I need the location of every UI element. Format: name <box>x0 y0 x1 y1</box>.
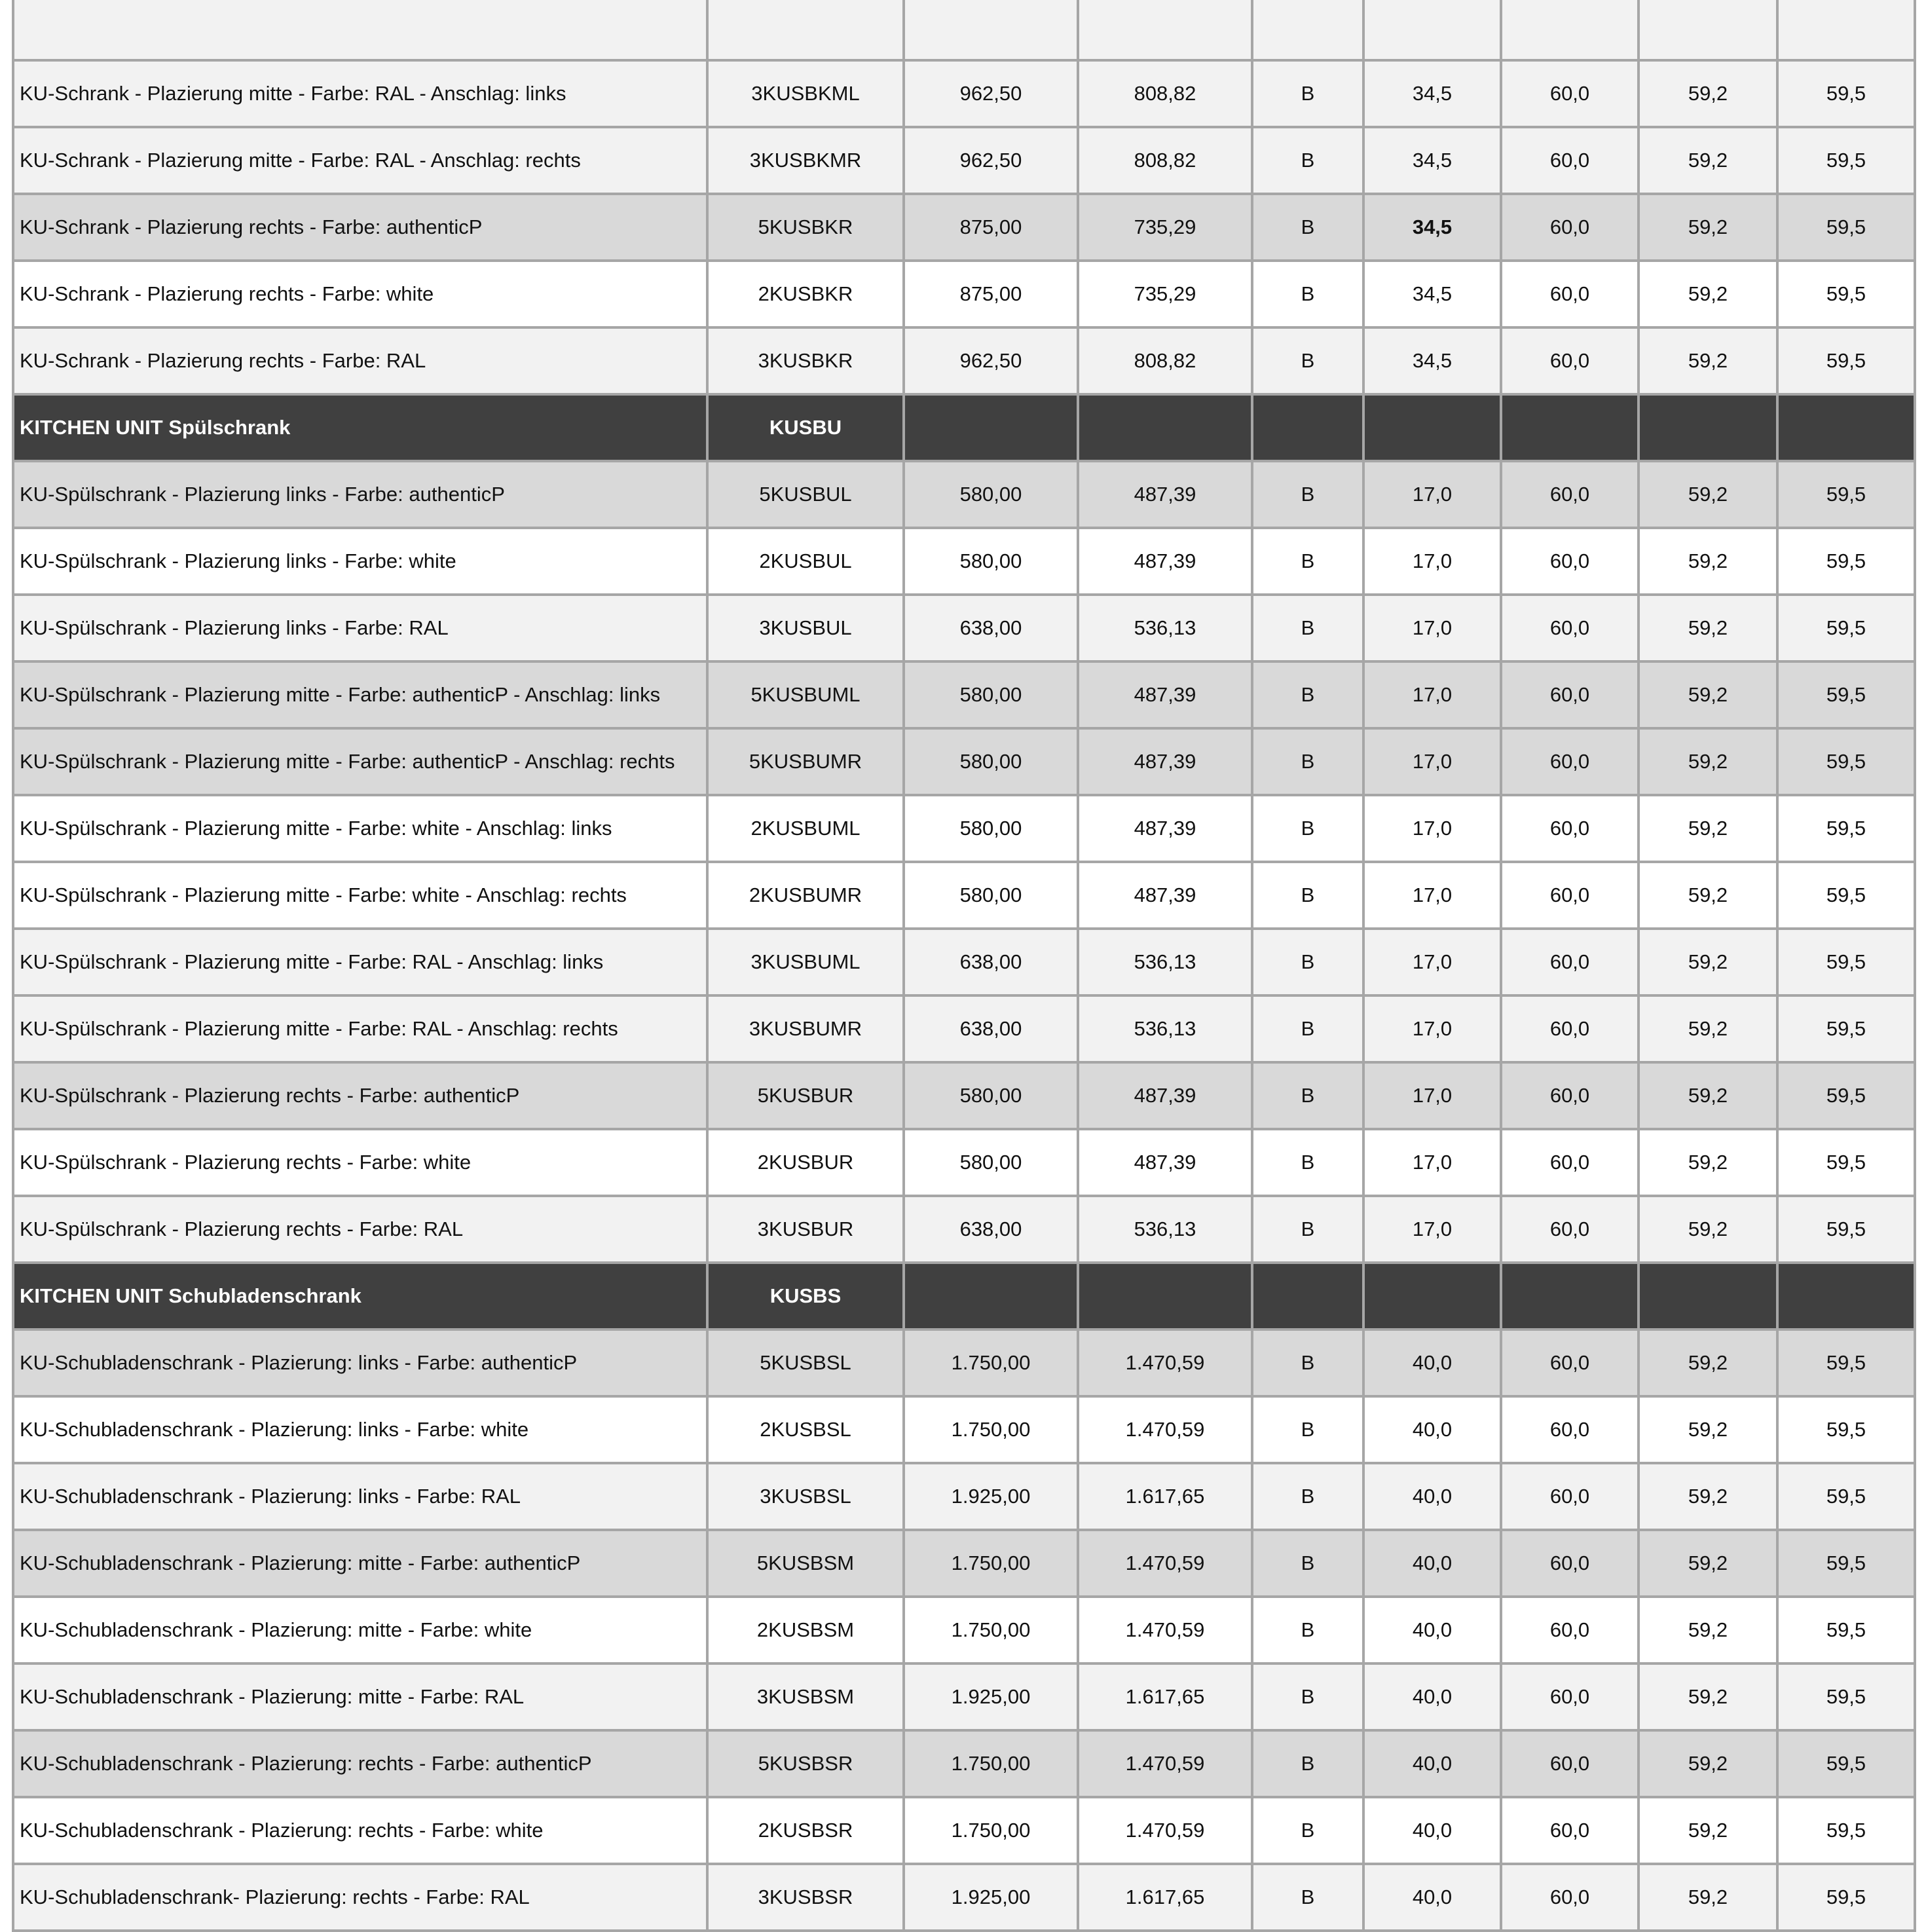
height-cell: 59,5 <box>1777 661 1915 728</box>
price-net-cell: 1.617,65 <box>1078 1864 1252 1931</box>
price-gross-cell: 638,00 <box>904 1196 1078 1263</box>
height-cell: 59,5 <box>1777 1062 1915 1129</box>
weight-cell: 34,5 <box>1363 127 1501 194</box>
weight-cell: 40,0 <box>1363 1864 1501 1931</box>
price-net-cell: 487,39 <box>1078 862 1252 929</box>
price-net-cell: 1.470,59 <box>1078 1730 1252 1797</box>
section-header-row <box>13 394 1915 461</box>
category-cell: B <box>1252 595 1363 661</box>
category-cell: B <box>1252 528 1363 595</box>
weight-cell: 40,0 <box>1363 1730 1501 1797</box>
width-cell: 60,0 <box>1501 461 1639 528</box>
price-net-cell <box>1078 1263 1252 1329</box>
weight-cell: 17,0 <box>1363 1129 1501 1196</box>
depth-cell: 59,2 <box>1639 461 1777 528</box>
description-cell: KU-Spülschrank - Plazierung links - Farbe: white <box>13 528 707 595</box>
category-cell: B <box>1252 60 1363 127</box>
price-net-cell: 1.470,59 <box>1078 1597 1252 1663</box>
price-gross-cell: 1.750,00 <box>904 1329 1078 1396</box>
article-number-cell: 5KUSBSM <box>707 1530 904 1597</box>
price-net-cell: 1.470,59 <box>1078 1396 1252 1463</box>
category-cell <box>1252 0 1363 60</box>
description-cell: KU-Schubladenschrank - Plazierung: mitte - Farbe: authenticP <box>13 1530 707 1597</box>
price-gross-cell: 962,50 <box>904 60 1078 127</box>
width-cell: 60,0 <box>1501 1597 1639 1663</box>
price-gross-cell: 580,00 <box>904 661 1078 728</box>
weight-cell: 17,0 <box>1363 528 1501 595</box>
price-table <box>12 0 1916 1932</box>
article-number-cell: 5KUSBUL <box>707 461 904 528</box>
width-cell: 60,0 <box>1501 1797 1639 1864</box>
weight-cell: 40,0 <box>1363 1797 1501 1864</box>
description-cell: KITCHEN UNIT Schubladenschrank <box>13 1263 707 1329</box>
depth-cell: 59,2 <box>1639 1129 1777 1196</box>
weight-cell <box>1363 0 1501 60</box>
depth-cell: 59,2 <box>1639 661 1777 728</box>
height-cell: 59,5 <box>1777 1864 1915 1931</box>
height-cell <box>1777 1263 1915 1329</box>
price-gross-cell: 638,00 <box>904 595 1078 661</box>
category-cell: B <box>1252 1730 1363 1797</box>
height-cell: 59,5 <box>1777 995 1915 1062</box>
category-cell: B <box>1252 1864 1363 1931</box>
category-cell: B <box>1252 1129 1363 1196</box>
table-row <box>13 1864 1915 1931</box>
weight-cell: 17,0 <box>1363 862 1501 929</box>
height-cell: 59,5 <box>1777 1797 1915 1864</box>
price-net-cell: 487,39 <box>1078 661 1252 728</box>
table-row <box>13 795 1915 862</box>
price-gross-cell: 875,00 <box>904 261 1078 327</box>
weight-cell: 40,0 <box>1363 1663 1501 1730</box>
width-cell: 60,0 <box>1501 327 1639 394</box>
article-number-cell: 2KUSBKR <box>707 261 904 327</box>
height-cell: 59,5 <box>1777 728 1915 795</box>
article-number-cell: 2KUSBSM <box>707 1597 904 1663</box>
description-cell: KU-Schubladenschrank - Plazierung: mitte - Farbe: RAL <box>13 1663 707 1730</box>
description-cell: KU-Schubladenschrank- Plazierung: rechts - Farbe: RAL <box>13 1864 707 1931</box>
price-net-cell: 1.617,65 <box>1078 1663 1252 1730</box>
description-cell: KU-Schrank - Plazierung rechts - Farbe: white <box>13 261 707 327</box>
depth-cell: 59,2 <box>1639 127 1777 194</box>
table-row <box>13 1530 1915 1597</box>
price-net-cell: 1.470,59 <box>1078 1329 1252 1396</box>
width-cell <box>1501 0 1639 60</box>
table-row <box>13 728 1915 795</box>
table-row <box>13 0 1915 60</box>
depth-cell: 59,2 <box>1639 1597 1777 1663</box>
depth-cell: 59,2 <box>1639 1864 1777 1931</box>
category-cell: B <box>1252 795 1363 862</box>
description-cell: KU-Schrank - Plazierung rechts - Farbe: RAL <box>13 327 707 394</box>
category-cell: B <box>1252 1463 1363 1530</box>
price-list-sheet <box>12 0 1914 1932</box>
price-gross-cell: 580,00 <box>904 1129 1078 1196</box>
article-number-cell: 3KUSBKR <box>707 327 904 394</box>
description-cell: KU-Schubladenschrank - Plazierung: links - Farbe: authenticP <box>13 1329 707 1396</box>
category-cell: B <box>1252 127 1363 194</box>
width-cell: 60,0 <box>1501 595 1639 661</box>
category-cell: B <box>1252 862 1363 929</box>
weight-cell: 17,0 <box>1363 929 1501 995</box>
weight-cell: 40,0 <box>1363 1396 1501 1463</box>
price-gross-cell: 1.750,00 <box>904 1530 1078 1597</box>
description-cell: KU-Schubladenschrank - Plazierung: mitte - Farbe: white <box>13 1597 707 1663</box>
depth-cell: 59,2 <box>1639 327 1777 394</box>
depth-cell: 59,2 <box>1639 995 1777 1062</box>
width-cell: 60,0 <box>1501 1062 1639 1129</box>
price-net-cell: 808,82 <box>1078 60 1252 127</box>
article-number-cell: 5KUSBKR <box>707 194 904 261</box>
table-row <box>13 862 1915 929</box>
height-cell: 59,5 <box>1777 127 1915 194</box>
depth-cell: 59,2 <box>1639 1396 1777 1463</box>
price-gross-cell <box>904 1263 1078 1329</box>
depth-cell: 59,2 <box>1639 795 1777 862</box>
price-net-cell: 808,82 <box>1078 127 1252 194</box>
description-cell: KU-Spülschrank - Plazierung rechts - Farbe: authenticP <box>13 1062 707 1129</box>
table-row <box>13 1730 1915 1797</box>
table-row <box>13 528 1915 595</box>
category-cell: B <box>1252 1329 1363 1396</box>
price-net-cell: 536,13 <box>1078 929 1252 995</box>
article-number-cell: 3KUSBKML <box>707 60 904 127</box>
weight-cell: 17,0 <box>1363 1062 1501 1129</box>
height-cell: 59,5 <box>1777 327 1915 394</box>
article-number-cell: 3KUSBSL <box>707 1463 904 1530</box>
article-number-cell: 5KUSBSR <box>707 1730 904 1797</box>
width-cell: 60,0 <box>1501 261 1639 327</box>
price-net-cell: 1.470,59 <box>1078 1797 1252 1864</box>
article-number-cell: 2KUSBUL <box>707 528 904 595</box>
depth-cell: 59,2 <box>1639 728 1777 795</box>
weight-cell: 34,5 <box>1363 194 1501 261</box>
price-gross-cell: 875,00 <box>904 194 1078 261</box>
category-cell: B <box>1252 1530 1363 1597</box>
table-body <box>13 0 1915 1931</box>
width-cell: 60,0 <box>1501 1463 1639 1530</box>
height-cell: 59,5 <box>1777 795 1915 862</box>
height-cell: 59,5 <box>1777 60 1915 127</box>
price-net-cell: 487,39 <box>1078 1129 1252 1196</box>
depth-cell: 59,2 <box>1639 1329 1777 1396</box>
price-net-cell: 487,39 <box>1078 728 1252 795</box>
article-number-cell: 3KUSBSM <box>707 1663 904 1730</box>
price-net-cell: 808,82 <box>1078 327 1252 394</box>
article-number-cell: 5KUSBUR <box>707 1062 904 1129</box>
weight-cell: 17,0 <box>1363 461 1501 528</box>
article-number-cell: 2KUSBUMR <box>707 862 904 929</box>
article-number-cell: 2KUSBSR <box>707 1797 904 1864</box>
table-row <box>13 995 1915 1062</box>
description-cell: KU-Spülschrank - Plazierung mitte - Farbe: white - Anschlag: rechts <box>13 862 707 929</box>
width-cell <box>1501 1263 1639 1329</box>
depth-cell: 59,2 <box>1639 1530 1777 1597</box>
height-cell: 59,5 <box>1777 528 1915 595</box>
category-cell: B <box>1252 261 1363 327</box>
section-header-row <box>13 1263 1915 1329</box>
depth-cell: 59,2 <box>1639 1663 1777 1730</box>
weight-cell: 17,0 <box>1363 1196 1501 1263</box>
weight-cell <box>1363 394 1501 461</box>
price-net-cell <box>1078 394 1252 461</box>
width-cell: 60,0 <box>1501 661 1639 728</box>
depth-cell: 59,2 <box>1639 1062 1777 1129</box>
article-number-cell: 5KUSBSL <box>707 1329 904 1396</box>
category-cell: B <box>1252 194 1363 261</box>
table-row <box>13 261 1915 327</box>
price-gross-cell: 1.925,00 <box>904 1463 1078 1530</box>
height-cell: 59,5 <box>1777 194 1915 261</box>
width-cell: 60,0 <box>1501 1329 1639 1396</box>
article-number-cell: 2KUSBUR <box>707 1129 904 1196</box>
price-net-cell: 1.470,59 <box>1078 1530 1252 1597</box>
table-row <box>13 60 1915 127</box>
price-net-cell: 487,39 <box>1078 1062 1252 1129</box>
article-number-cell: KUSBS <box>707 1263 904 1329</box>
height-cell: 59,5 <box>1777 1396 1915 1463</box>
width-cell: 60,0 <box>1501 862 1639 929</box>
price-gross-cell: 1.750,00 <box>904 1396 1078 1463</box>
height-cell: 59,5 <box>1777 1597 1915 1663</box>
height-cell: 59,5 <box>1777 595 1915 661</box>
width-cell: 60,0 <box>1501 1663 1639 1730</box>
description-cell <box>13 0 707 60</box>
table-row <box>13 1329 1915 1396</box>
description-cell: KU-Schubladenschrank - Plazierung: rechts - Farbe: white <box>13 1797 707 1864</box>
depth-cell: 59,2 <box>1639 1797 1777 1864</box>
category-cell: B <box>1252 929 1363 995</box>
price-net-cell: 487,39 <box>1078 461 1252 528</box>
price-gross-cell: 580,00 <box>904 461 1078 528</box>
depth-cell <box>1639 0 1777 60</box>
price-net-cell: 487,39 <box>1078 528 1252 595</box>
width-cell: 60,0 <box>1501 929 1639 995</box>
description-cell: KU-Spülschrank - Plazierung mitte - Farbe: RAL - Anschlag: rechts <box>13 995 707 1062</box>
weight-cell: 17,0 <box>1363 995 1501 1062</box>
price-net-cell: 536,13 <box>1078 595 1252 661</box>
width-cell: 60,0 <box>1501 1196 1639 1263</box>
width-cell: 60,0 <box>1501 1864 1639 1931</box>
height-cell: 59,5 <box>1777 862 1915 929</box>
price-gross-cell: 638,00 <box>904 929 1078 995</box>
table-row <box>13 661 1915 728</box>
article-number-cell: 5KUSBUML <box>707 661 904 728</box>
category-cell: B <box>1252 327 1363 394</box>
price-gross-cell: 580,00 <box>904 1062 1078 1129</box>
price-gross-cell: 962,50 <box>904 327 1078 394</box>
width-cell: 60,0 <box>1501 995 1639 1062</box>
price-gross-cell: 962,50 <box>904 127 1078 194</box>
weight-cell: 17,0 <box>1363 728 1501 795</box>
weight-cell: 34,5 <box>1363 60 1501 127</box>
description-cell: KU-Spülschrank - Plazierung rechts - Farbe: white <box>13 1129 707 1196</box>
height-cell: 59,5 <box>1777 1730 1915 1797</box>
height-cell: 59,5 <box>1777 1663 1915 1730</box>
depth-cell: 59,2 <box>1639 261 1777 327</box>
table-row <box>13 1663 1915 1730</box>
depth-cell: 59,2 <box>1639 929 1777 995</box>
height-cell <box>1777 0 1915 60</box>
height-cell: 59,5 <box>1777 1129 1915 1196</box>
price-net-cell: 1.617,65 <box>1078 1463 1252 1530</box>
weight-cell: 40,0 <box>1363 1597 1501 1663</box>
depth-cell: 59,2 <box>1639 528 1777 595</box>
weight-cell <box>1363 1263 1501 1329</box>
category-cell: B <box>1252 1797 1363 1864</box>
price-net-cell: 735,29 <box>1078 194 1252 261</box>
article-number-cell: KUSBU <box>707 394 904 461</box>
category-cell: B <box>1252 461 1363 528</box>
width-cell: 60,0 <box>1501 60 1639 127</box>
table-row <box>13 1597 1915 1663</box>
article-number-cell: 3KUSBSR <box>707 1864 904 1931</box>
price-gross-cell: 1.925,00 <box>904 1663 1078 1730</box>
description-cell: KU-Schubladenschrank - Plazierung: rechts - Farbe: authenticP <box>13 1730 707 1797</box>
width-cell: 60,0 <box>1501 728 1639 795</box>
table-row <box>13 327 1915 394</box>
depth-cell: 59,2 <box>1639 862 1777 929</box>
category-cell: B <box>1252 1196 1363 1263</box>
weight-cell: 17,0 <box>1363 661 1501 728</box>
weight-cell: 40,0 <box>1363 1463 1501 1530</box>
category-cell: B <box>1252 995 1363 1062</box>
width-cell: 60,0 <box>1501 1396 1639 1463</box>
depth-cell: 59,2 <box>1639 1730 1777 1797</box>
width-cell: 60,0 <box>1501 127 1639 194</box>
depth-cell <box>1639 394 1777 461</box>
height-cell: 59,5 <box>1777 929 1915 995</box>
table-row <box>13 1196 1915 1263</box>
weight-cell: 17,0 <box>1363 795 1501 862</box>
description-cell: KU-Schrank - Plazierung mitte - Farbe: RAL - Anschlag: rechts <box>13 127 707 194</box>
description-cell: KU-Schubladenschrank - Plazierung: links - Farbe: white <box>13 1396 707 1463</box>
width-cell: 60,0 <box>1501 1730 1639 1797</box>
description-cell: KU-Spülschrank - Plazierung mitte - Farbe: RAL - Anschlag: links <box>13 929 707 995</box>
depth-cell <box>1639 1263 1777 1329</box>
table-row <box>13 1396 1915 1463</box>
table-row <box>13 1062 1915 1129</box>
price-gross-cell: 580,00 <box>904 728 1078 795</box>
category-cell: B <box>1252 1062 1363 1129</box>
depth-cell: 59,2 <box>1639 1196 1777 1263</box>
table-row <box>13 461 1915 528</box>
description-cell: KITCHEN UNIT Spülschrank <box>13 394 707 461</box>
price-gross-cell: 580,00 <box>904 795 1078 862</box>
price-net-cell: 536,13 <box>1078 995 1252 1062</box>
article-number-cell: 3KUSBUMR <box>707 995 904 1062</box>
description-cell: KU-Schrank - Plazierung rechts - Farbe: authenticP <box>13 194 707 261</box>
description-cell: KU-Spülschrank - Plazierung links - Farbe: RAL <box>13 595 707 661</box>
depth-cell: 59,2 <box>1639 60 1777 127</box>
article-number-cell: 5KUSBUMR <box>707 728 904 795</box>
price-gross-cell: 1.750,00 <box>904 1797 1078 1864</box>
category-cell: B <box>1252 1597 1363 1663</box>
height-cell: 59,5 <box>1777 1530 1915 1597</box>
depth-cell: 59,2 <box>1639 194 1777 261</box>
table-row <box>13 1463 1915 1530</box>
description-cell: KU-Spülschrank - Plazierung mitte - Farbe: authenticP - Anschlag: rechts <box>13 728 707 795</box>
price-gross-cell <box>904 394 1078 461</box>
weight-cell: 34,5 <box>1363 327 1501 394</box>
depth-cell: 59,2 <box>1639 1463 1777 1530</box>
price-gross-cell: 638,00 <box>904 995 1078 1062</box>
article-number-cell: 3KUSBUL <box>707 595 904 661</box>
table-row <box>13 595 1915 661</box>
description-cell: KU-Spülschrank - Plazierung links - Farbe: authenticP <box>13 461 707 528</box>
description-cell: KU-Spülschrank - Plazierung rechts - Farbe: RAL <box>13 1196 707 1263</box>
price-net-cell: 536,13 <box>1078 1196 1252 1263</box>
price-gross-cell: 1.750,00 <box>904 1597 1078 1663</box>
price-gross-cell: 1.750,00 <box>904 1730 1078 1797</box>
width-cell: 60,0 <box>1501 795 1639 862</box>
article-number-cell <box>707 0 904 60</box>
table-row <box>13 929 1915 995</box>
category-cell <box>1252 1263 1363 1329</box>
price-net-cell <box>1078 0 1252 60</box>
weight-cell: 40,0 <box>1363 1329 1501 1396</box>
article-number-cell: 2KUSBUML <box>707 795 904 862</box>
category-cell: B <box>1252 1396 1363 1463</box>
category-cell: B <box>1252 1663 1363 1730</box>
height-cell: 59,5 <box>1777 261 1915 327</box>
price-gross-cell <box>904 0 1078 60</box>
table-row <box>13 194 1915 261</box>
weight-cell: 40,0 <box>1363 1530 1501 1597</box>
width-cell: 60,0 <box>1501 194 1639 261</box>
weight-cell: 17,0 <box>1363 595 1501 661</box>
depth-cell: 59,2 <box>1639 595 1777 661</box>
category-cell <box>1252 394 1363 461</box>
description-cell: KU-Schubladenschrank - Plazierung: links - Farbe: RAL <box>13 1463 707 1530</box>
height-cell: 59,5 <box>1777 1196 1915 1263</box>
description-cell: KU-Spülschrank - Plazierung mitte - Farbe: authenticP - Anschlag: links <box>13 661 707 728</box>
price-net-cell: 735,29 <box>1078 261 1252 327</box>
price-net-cell: 487,39 <box>1078 795 1252 862</box>
table-row <box>13 127 1915 194</box>
price-gross-cell: 1.925,00 <box>904 1864 1078 1931</box>
height-cell: 59,5 <box>1777 1329 1915 1396</box>
width-cell: 60,0 <box>1501 1530 1639 1597</box>
article-number-cell: 3KUSBUML <box>707 929 904 995</box>
article-number-cell: 2KUSBSL <box>707 1396 904 1463</box>
height-cell: 59,5 <box>1777 461 1915 528</box>
description-cell: KU-Schrank - Plazierung mitte - Farbe: RAL - Anschlag: links <box>13 60 707 127</box>
table-row <box>13 1129 1915 1196</box>
table-row <box>13 1797 1915 1864</box>
width-cell: 60,0 <box>1501 1129 1639 1196</box>
category-cell: B <box>1252 728 1363 795</box>
width-cell: 60,0 <box>1501 528 1639 595</box>
category-cell: B <box>1252 661 1363 728</box>
weight-cell: 34,5 <box>1363 261 1501 327</box>
price-gross-cell: 580,00 <box>904 862 1078 929</box>
price-gross-cell: 580,00 <box>904 528 1078 595</box>
width-cell <box>1501 394 1639 461</box>
description-cell: KU-Spülschrank - Plazierung mitte - Farbe: white - Anschlag: links <box>13 795 707 862</box>
article-number-cell: 3KUSBKMR <box>707 127 904 194</box>
height-cell <box>1777 394 1915 461</box>
article-number-cell: 3KUSBUR <box>707 1196 904 1263</box>
height-cell: 59,5 <box>1777 1463 1915 1530</box>
